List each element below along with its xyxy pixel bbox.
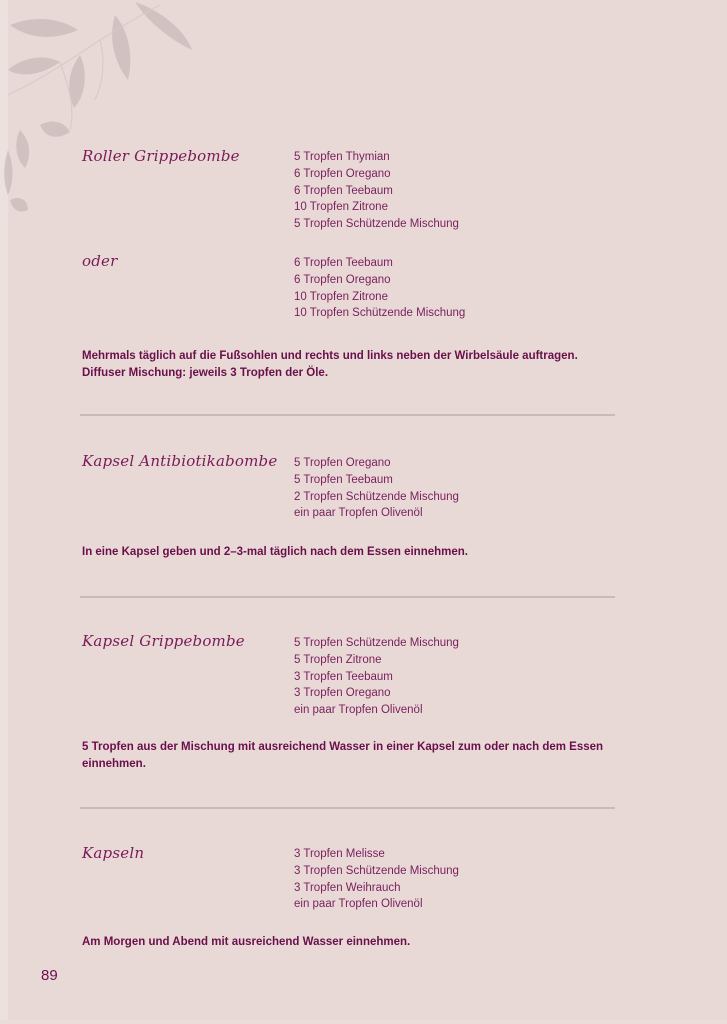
section-divider bbox=[80, 807, 615, 809]
recipe-instructions bbox=[82, 934, 622, 951]
recipe-title: Kapseln bbox=[82, 844, 145, 862]
ingredient-list bbox=[294, 846, 459, 913]
ingredient: 3 Tropfen Weihrauch bbox=[294, 881, 401, 894]
ingredient: 5 Tropfen Oregano bbox=[294, 457, 391, 469]
instruction-line: Am Morgen und Abend mit ausreichend Wasser einnehmen. bbox=[82, 936, 411, 948]
recipe-instructions bbox=[82, 739, 622, 773]
ingredient: ein paar Tropfen Olivenöl bbox=[294, 507, 423, 520]
instruction-line: Diffuser Mischung: jeweils 3 Tropfen der Öle. bbox=[82, 367, 329, 379]
ingredient: 3 Tropfen Melisse bbox=[294, 848, 385, 860]
page-bottom-edge bbox=[0, 1020, 727, 1024]
ingredient: 3 Tropfen Oregano bbox=[294, 687, 391, 700]
ingredient-list bbox=[294, 635, 459, 719]
alternative-ingredient-list bbox=[294, 255, 465, 322]
instruction-line: 5 Tropfen aus der Mischung mit ausreichend Wasser in einer Kapsel zum oder nach dem Essen bbox=[82, 741, 604, 753]
ingredient: 3 Tropfen Teebaum bbox=[294, 670, 393, 683]
ingredient: 3 Tropfen Schützende Mischung bbox=[294, 864, 459, 877]
ingredient: ein paar Tropfen Olivenöl bbox=[294, 704, 423, 717]
ingredient: 6 Tropfen Oregano bbox=[294, 273, 391, 286]
section-divider bbox=[80, 414, 615, 416]
alternative-label: oder bbox=[82, 252, 118, 270]
ingredient: 5 Tropfen Teebaum bbox=[294, 473, 393, 486]
ingredient: 10 Tropfen Zitrone bbox=[294, 201, 388, 214]
section-divider bbox=[80, 596, 615, 598]
ingredient: 5 Tropfen Zitrone bbox=[294, 653, 382, 666]
instruction-line: Mehrmals täglich auf die Fußsohlen und rechts und links neben der Wirbelsäule auftragen. bbox=[82, 350, 578, 362]
instruction-line: einnehmen. bbox=[82, 758, 146, 770]
ingredient: 10 Tropfen Schützende Mischung bbox=[294, 307, 466, 320]
ingredient: 2 Tropfen Schützende Mischung bbox=[294, 490, 459, 503]
botanical-leaves-icon bbox=[0, 0, 200, 250]
ingredient: 5 Tropfen Schützende Mischung bbox=[294, 218, 459, 231]
ingredient: 10 Tropfen Zitrone bbox=[294, 290, 388, 303]
recipe-title: Roller Grippebombe bbox=[82, 147, 240, 165]
ingredient-list bbox=[294, 149, 459, 233]
instruction-line: In eine Kapsel geben und 2–3-mal täglich nach dem Essen einnehmen. bbox=[82, 546, 468, 558]
ingredient: 5 Tropfen Schützende Mischung bbox=[294, 637, 459, 649]
ingredient: 6 Tropfen Teebaum bbox=[294, 184, 393, 197]
recipe-title: Kapsel Grippebombe bbox=[82, 632, 245, 650]
page-number: 89 bbox=[41, 967, 58, 984]
ingredient: 6 Tropfen Teebaum bbox=[294, 257, 393, 269]
ingredient: ein paar Tropfen Olivenöl bbox=[294, 898, 423, 911]
ingredient: 5 Tropfen Thymian bbox=[294, 151, 390, 163]
ingredient: 6 Tropfen Oregano bbox=[294, 167, 391, 180]
recipe-instructions bbox=[82, 544, 622, 561]
recipe-instructions bbox=[82, 348, 622, 382]
recipe-title: Kapsel Antibiotikabombe bbox=[82, 452, 278, 470]
ingredient-list bbox=[294, 455, 459, 522]
